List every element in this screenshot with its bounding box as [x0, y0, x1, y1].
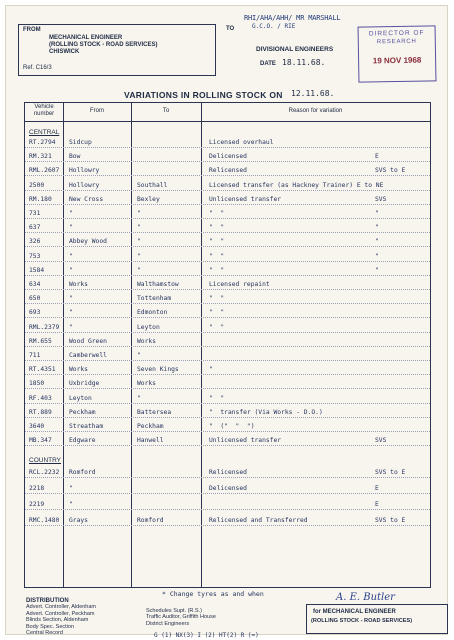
document-title: VARIATIONS IN ROLLING STOCK ON	[124, 90, 283, 100]
reason-cell: Relicensed and Transferred	[209, 517, 308, 524]
header-divider	[25, 121, 430, 122]
row-divider	[25, 218, 430, 219]
from-cell: Abbey Wood	[69, 238, 107, 246]
row-divider	[25, 346, 430, 347]
vehicle-number-cell: RM.655	[29, 337, 52, 345]
vehicle-number-cell: RT.2794	[29, 139, 56, 146]
to-cell: "	[137, 224, 141, 232]
row-divider	[25, 204, 430, 205]
row-divider	[25, 493, 430, 494]
row-divider	[25, 303, 430, 304]
from-label: FROM	[23, 27, 41, 33]
distribution-item: Advert. Controller, Peckham	[26, 610, 95, 617]
code-cell: "	[375, 224, 379, 232]
code-cell: SVS	[375, 437, 387, 445]
signatory-title: for MECHANICAL ENGINEER	[313, 609, 396, 615]
code-cell: E	[375, 501, 379, 508]
code-cell: "	[375, 238, 379, 246]
org-line: MECHANICAL ENGINEER	[49, 35, 123, 41]
row-divider	[25, 261, 430, 262]
handwritten-recipients-2: G.C.O. / RIE	[252, 23, 296, 30]
stamp-line-1: DIRECTOR OF	[368, 29, 425, 38]
to-cell: Hanwell	[137, 437, 164, 445]
reason-cell: Unlicensed transfer	[209, 195, 282, 203]
vehicle-number-cell: 2219	[29, 501, 45, 508]
reason-cell: " "	[209, 309, 225, 317]
row-divider	[25, 509, 430, 510]
org-line: (ROLLING STOCK - ROAD SERVICES)	[49, 42, 158, 48]
vehicle-number-cell: 753	[29, 252, 41, 260]
code-cell: SVS to E	[375, 167, 406, 175]
to-cell: Bexley	[137, 195, 160, 203]
handwritten-signature: A. E. Butler	[336, 592, 395, 603]
from-cell: Uxbridge	[69, 380, 100, 388]
reason-cell: Licensed repaint	[209, 281, 270, 288]
variations-table	[24, 102, 431, 588]
distribution-item: Blinds Section, Aldenham	[26, 617, 89, 624]
reason-cell: Licensed overhaul	[209, 139, 274, 146]
from-cell: Hollowry	[69, 181, 100, 189]
header-reason: Reason for variation	[288, 108, 343, 114]
reason-cell: " "	[209, 295, 225, 303]
vehicle-number-cell: RML.2607	[29, 167, 60, 175]
vehicle-number-cell: 731	[29, 210, 41, 217]
vehicle-number-cell: 2500	[29, 181, 45, 189]
handwritten-recipients: RHI/AHA/AHH/ MR MARSHALL	[244, 14, 341, 22]
distribution-item: Central Record	[26, 630, 63, 637]
to-cell: Leyton	[137, 323, 160, 331]
reason-cell: " "	[209, 224, 225, 232]
from-cell: "	[69, 295, 73, 303]
reason-cell: Unlicensed transfer	[209, 437, 282, 445]
to-label: TO	[226, 26, 235, 32]
date-label: DATE	[260, 61, 276, 67]
signatory-department: (ROLLING STOCK - ROAD SERVICES)	[311, 618, 413, 624]
to-cell: Seven Kings	[137, 366, 179, 374]
code-cell: SVS to E	[375, 517, 406, 524]
code-cell: E	[375, 153, 379, 161]
from-cell: "	[69, 266, 73, 274]
signature-box	[306, 604, 448, 634]
header-from: From	[90, 108, 104, 114]
distribution-codes: G (1) NX(3) I (2) HT(2) R (=)	[154, 632, 259, 639]
from-cell: New Cross	[69, 195, 104, 203]
row-divider	[25, 190, 430, 191]
row-divider	[25, 403, 430, 404]
vehicle-number-cell: 326	[29, 238, 41, 246]
vehicle-number-cell: 637	[29, 224, 41, 232]
section-label: COUNTRY	[29, 457, 62, 464]
distribution-item: Schedules Supt. (R.S.)	[146, 608, 202, 614]
from-cell: "	[69, 485, 73, 492]
to-cell: Works	[137, 337, 156, 345]
row-divider	[25, 317, 430, 318]
row-divider	[25, 445, 430, 446]
reason-cell: " "	[209, 394, 225, 402]
received-stamp	[358, 25, 437, 82]
document-page	[6, 6, 447, 639]
date-value: 18.11.68.	[282, 58, 326, 67]
vehicle-number-cell: RMC.1480	[29, 517, 60, 524]
code-cell: "	[375, 210, 379, 217]
from-cell: Romford	[69, 469, 96, 476]
distribution-item: District Engineers	[146, 620, 190, 627]
reason-cell: " (" " ")	[209, 423, 255, 430]
vehicle-number-cell: 1584	[29, 266, 45, 274]
to-cell: Romford	[137, 517, 164, 524]
distribution-title: DISTRIBUTION	[26, 598, 69, 604]
vehicle-number-cell: RT.4351	[29, 366, 56, 374]
to-cell: Walthamstow	[137, 281, 179, 288]
reason-cell: " "	[209, 210, 225, 217]
to-cell: "	[137, 266, 141, 274]
vehicle-number-cell: 693	[29, 309, 41, 317]
to-cell: "	[137, 352, 141, 359]
code-cell: E	[375, 485, 379, 492]
to-cell: Battersea	[137, 408, 172, 416]
to-cell: Tottenham	[137, 295, 172, 303]
from-cell: Works	[69, 281, 88, 288]
vehicle-number-cell: 2218	[29, 485, 45, 492]
vehicle-number-cell: RF.403	[29, 394, 52, 402]
vehicle-number-cell: MB.347	[29, 437, 52, 445]
to-cell: "	[137, 210, 141, 217]
code-cell: "	[375, 252, 379, 260]
reason-cell: Relicensed	[209, 167, 247, 175]
vehicle-number-cell: RCL.2232	[29, 469, 60, 476]
title-date: 12.11.68.	[291, 89, 335, 98]
from-cell: Peckham	[69, 408, 96, 416]
from-cell: "	[69, 323, 73, 331]
row-divider	[25, 525, 430, 526]
reference: Ref. C16/3	[23, 65, 52, 71]
vehicle-number-cell: 650	[29, 295, 41, 303]
to-recipient: DIVISIONAL ENGINEERS	[256, 46, 334, 53]
from-cell: Works	[69, 366, 88, 374]
distribution-item: Body Spec. Section	[26, 623, 75, 630]
header-to: To	[162, 108, 170, 114]
row-divider	[25, 374, 430, 375]
row-divider	[25, 360, 430, 361]
row-divider	[25, 246, 430, 247]
reason-cell: Licensed transfer (as Hackney Trainer) E to NE	[209, 181, 384, 189]
from-cell: Edgware	[69, 437, 96, 445]
from-cell: Streatham	[69, 423, 104, 430]
to-cell: Works	[137, 380, 156, 388]
from-organisation	[49, 35, 157, 56]
code-cell: SVS	[375, 195, 387, 203]
distribution-item: Advert. Controller, Aldenham	[26, 604, 97, 611]
code-cell: SVS to E	[375, 469, 406, 476]
from-cell: "	[69, 224, 73, 232]
row-divider	[25, 477, 430, 478]
vehicle-number-cell: 3640	[29, 423, 45, 430]
from-cell: Hollowry	[69, 167, 100, 175]
vehicle-number-cell: RML.2379	[29, 323, 60, 331]
from-box	[18, 24, 216, 76]
to-cell: "	[137, 238, 141, 246]
row-divider	[25, 332, 430, 333]
reason-cell: " "	[209, 266, 225, 274]
to-cell: "	[137, 252, 141, 260]
to-cell: Peckham	[137, 423, 164, 430]
from-cell: "	[69, 309, 73, 317]
reason-cell: " "	[209, 252, 225, 260]
distribution-list-2	[146, 608, 216, 627]
header-vehicle-number: Vehicle number	[33, 104, 55, 117]
reason-cell: Relicensed	[209, 469, 247, 476]
to-cell: Edmonton	[137, 309, 168, 317]
vehicle-number-cell: RT.889	[29, 408, 52, 416]
vehicle-number-cell: 1850	[29, 380, 45, 388]
from-cell: Bow	[69, 153, 81, 161]
from-cell: Sidcup	[69, 139, 92, 146]
section-label: CENTRAL	[29, 129, 60, 136]
org-line: CHISWICK	[49, 49, 80, 55]
to-cell: "	[137, 394, 141, 402]
row-divider	[25, 417, 430, 418]
row-divider	[25, 175, 430, 176]
reason-cell: Delicensed	[209, 153, 247, 161]
row-divider	[25, 289, 430, 290]
reason-cell: " "	[209, 323, 225, 331]
stamp-line-2: RESEARCH	[376, 38, 417, 46]
from-cell: Wood Green	[69, 337, 107, 345]
row-divider	[25, 232, 430, 233]
distribution-list	[26, 598, 96, 636]
stamp-date: 19 NOV 1968	[372, 55, 422, 66]
row-divider	[25, 275, 430, 276]
row-divider	[25, 431, 430, 432]
from-cell: Camberwell	[69, 352, 107, 359]
from-cell: "	[69, 210, 73, 217]
from-cell: "	[69, 252, 73, 260]
row-divider	[25, 161, 430, 162]
change-tyres-note: * Change tyres as and when	[162, 590, 264, 598]
row-divider	[25, 147, 430, 148]
reason-cell: " "	[209, 238, 225, 246]
from-cell: Leyton	[69, 394, 92, 402]
distribution-item: Traffic Auditor, Griffith House	[146, 614, 216, 621]
vehicle-number-cell: 711	[29, 352, 41, 359]
from-cell: "	[69, 501, 73, 508]
vehicle-number-cell: 634	[29, 281, 41, 288]
from-cell: Grays	[69, 517, 88, 524]
row-divider	[25, 388, 430, 389]
reason-cell: "	[209, 366, 213, 374]
to-cell: Southall	[137, 181, 168, 189]
vehicle-number-cell: RM.321	[29, 153, 52, 161]
code-cell: "	[375, 266, 379, 274]
reason-cell: " transfer (Via Works - D.O.)	[209, 408, 323, 416]
vehicle-number-cell: RM.180	[29, 195, 52, 203]
reason-cell: Delicensed	[209, 485, 247, 492]
